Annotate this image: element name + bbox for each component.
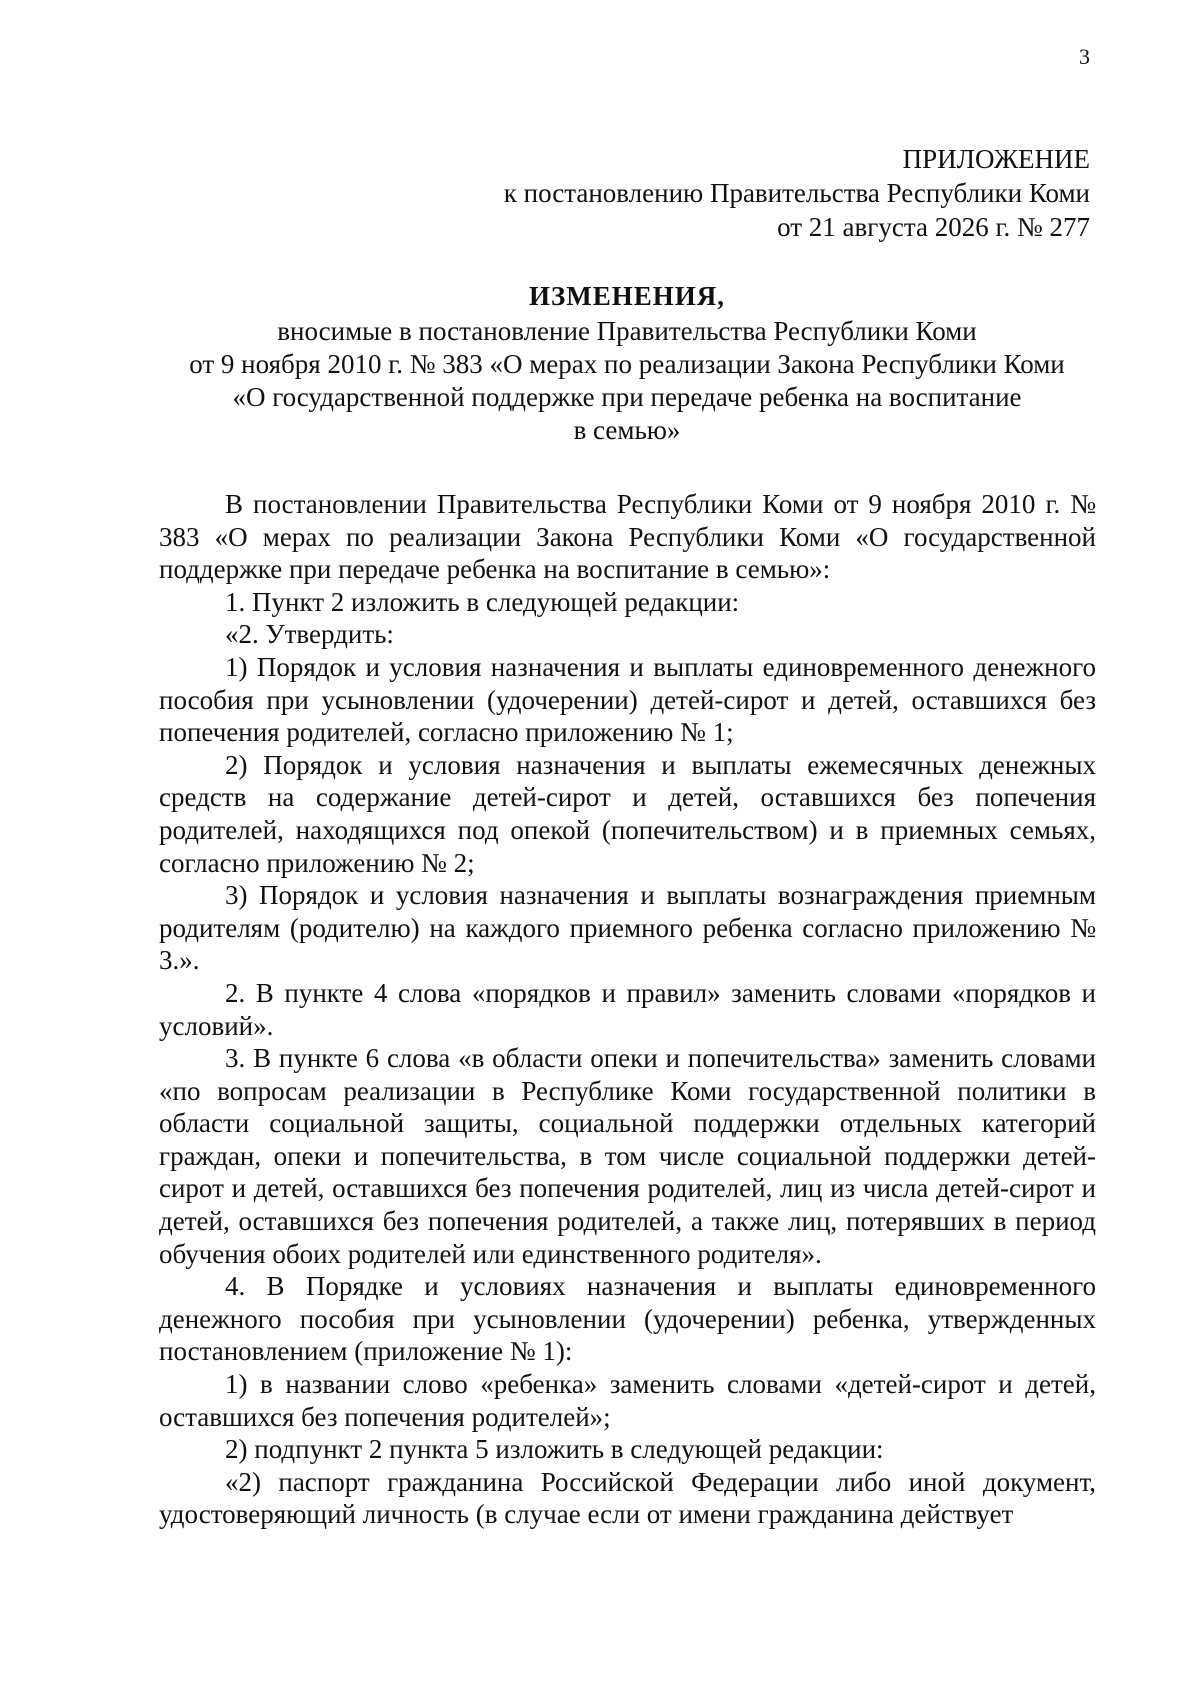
- title-line-4: в семью»: [573, 415, 681, 445]
- paragraph-quoted-subitem: «2) паспорт гражданина Российской Федерации либо иной документ, удостоверяющий личность (в случае если от имени гражданина действует: [159, 1466, 1096, 1530]
- paragraph-intro: В постановлении Правительства Республики Коми от 9 ноября 2010 г. № 383 «О мерах по реализации Закона Республики Коми «О государственной поддержке при передаче ребенка на воспитание в семью»:: [159, 489, 1096, 585]
- paragraph-item-4-sub-2: 2) подпункт 2 пункта 5 изложить в следующей редакции:: [225, 1434, 884, 1465]
- title-main: ИЗМЕНЕНИЯ,: [528, 281, 725, 311]
- appendix-header: [504, 142, 1090, 244]
- document-body: [159, 488, 1096, 1531]
- paragraph-item-2: 2. В пункте 4 слова «порядков и правил» заменить словами «порядков и условий».: [159, 977, 1096, 1041]
- title-line-1: вносимые в постановление Правительства Республики Коми: [277, 316, 977, 346]
- paragraph-item-1: 1. Пункт 2 изложить в следующей редакции:: [225, 586, 740, 617]
- paragraph-subitem-3: 3) Порядок и условия назначения и выплаты вознаграждения приемным родителям (родителю) на каждого приемного ребенка согласно приложению № 3.».: [159, 880, 1096, 976]
- title-line-2: от 9 ноября 2010 г. № 383 «О мерах по реализации Закона Республики Коми: [189, 349, 1065, 379]
- paragraph-subitem-1: 1) Порядок и условия назначения и выплаты единовременного денежного пособия при усыновлении (удочерении) детей-сирот и детей, оставшихся без попечения родителей, согласно приложению № 1;: [159, 651, 1096, 748]
- page-number: 3: [1079, 44, 1090, 69]
- document-title: [160, 280, 1094, 447]
- paragraph-item-4: 4. В Порядке и условиях назначения и выплаты единовременного денежного пособия при усыновлении (удочерении) ребенка, утвержденных постановлением (приложение № 1):: [159, 1271, 1096, 1367]
- paragraph-item-3: 3. В пункте 6 слова «в области опеки и попечительства» заменить словами «по вопросам реализации в Республике Коми государственной политики в области социальной защиты, социальной поддержки отдельных категорий граждан, опеки и попечительства, в том числе социальной поддержки детей-сирот и детей, оставшихся без попечения родителей, лиц из числа детей-сирот и детей, оставшихся без попечения родителей, а также лиц, потерявших в период обучения обоих родителей или единственного родителя».: [159, 1043, 1096, 1269]
- paragraph-subitem-2: 2) Порядок и условия назначения и выплаты ежемесячных денежных средств на содержание детей-сирот и детей, оставшихся без попечения родителей, находящихся под опекой (попечительством) и в приемных семьях, согласно приложению № 2;: [159, 749, 1096, 878]
- paragraph-item-4-sub-1: 1) в названии слово «ребенка» заменить словами «детей-сирот и детей, оставшихся без попечения родителей»;: [159, 1369, 1096, 1432]
- appendix-label: ПРИЛОЖЕНИЕ: [902, 144, 1090, 174]
- paragraph-approve: «2. Утвердить:: [225, 619, 394, 650]
- title-line-3: «О государственной поддержке при передаче ребенка на воспитание: [232, 382, 1022, 412]
- appendix-date-number: от 21 августа 2026 г. № 277: [777, 212, 1090, 242]
- appendix-resolution-line: к постановлению Правительства Республики Коми: [503, 178, 1090, 208]
